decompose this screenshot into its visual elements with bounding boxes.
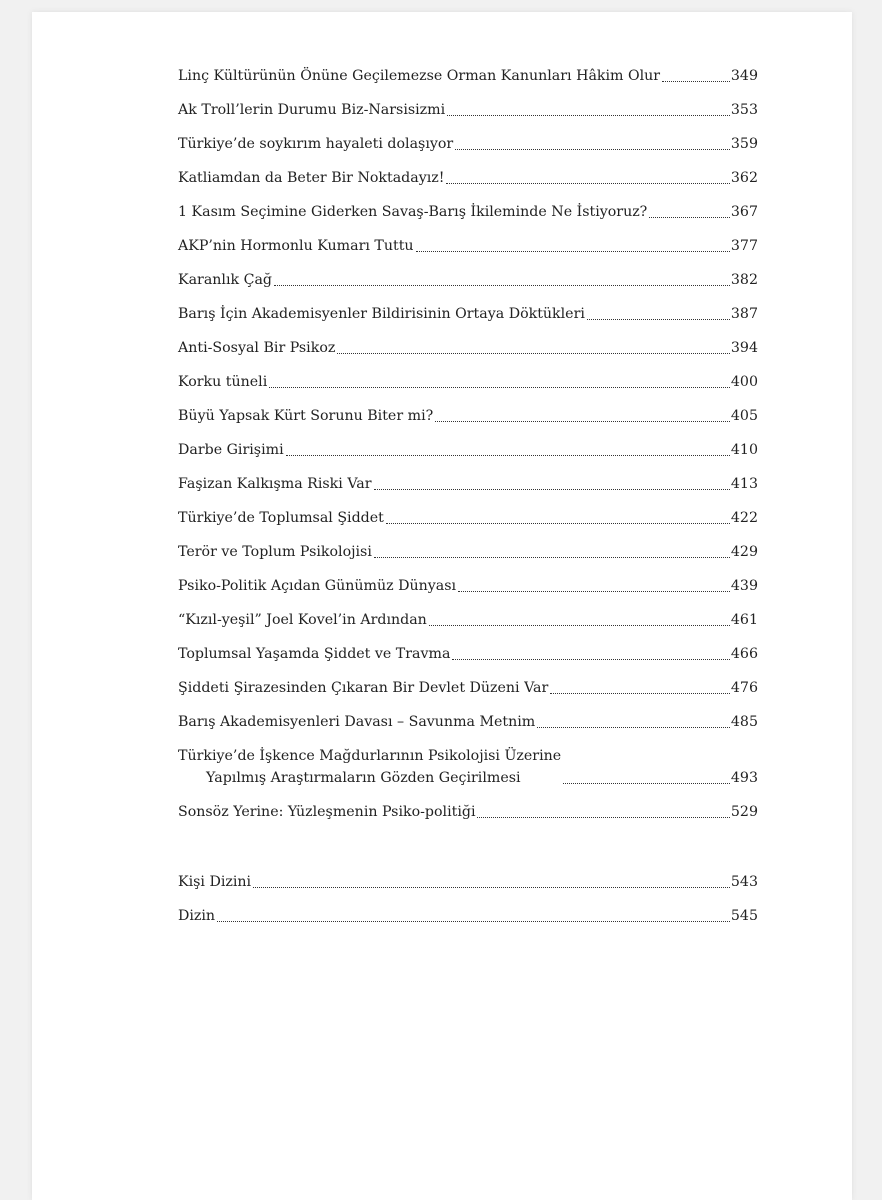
toc-entry-title: Toplumsal Yaşamda Şiddet ve Travma [178, 646, 451, 662]
dot-leader [416, 251, 730, 252]
toc-entry-page: 466 [730, 646, 758, 662]
toc-entry [178, 405, 758, 427]
index-entry [178, 905, 758, 927]
toc-entry [178, 303, 758, 325]
toc-entry-page: 394 [730, 340, 758, 356]
toc-entry [178, 235, 758, 257]
toc-entry-title: Katliamdan da Beter Bir Noktadayız! [178, 170, 445, 186]
dot-leader [452, 659, 729, 660]
toc-entry-title: Faşizan Kalkışma Riski Var [178, 476, 372, 492]
dot-leader [455, 149, 730, 150]
toc-entry [178, 473, 758, 495]
dot-leader [286, 455, 730, 456]
toc-entry [178, 575, 758, 597]
toc-entry-page: 485 [730, 714, 758, 730]
toc-entry-title: Korku tüneli [178, 374, 268, 390]
toc-entry [178, 133, 758, 155]
toc-entry [178, 643, 758, 665]
toc-entry-page: 353 [730, 102, 758, 118]
toc-entry [178, 745, 758, 789]
dot-leader [477, 817, 729, 818]
dot-leader [429, 625, 730, 626]
dot-leader [662, 81, 730, 82]
dot-leader [649, 217, 730, 218]
toc-entry-title: Psiko-Politik Açıdan Günümüz Dünyası [178, 578, 457, 594]
toc-entry-title-line1: Türkiye’de İşkence Mağdurlarının Psikolojisi Üzerine [178, 748, 562, 764]
toc-entry-title: Anti-Sosyal Bir Psikoz [178, 340, 336, 356]
toc-entry-title: Barış İçin Akademisyenler Bildirisinin Ortaya Döktükleri [178, 306, 585, 322]
table-of-contents [178, 52, 758, 927]
toc-entry-title: Karanlık Çağ [178, 272, 273, 288]
dot-leader [386, 523, 730, 524]
toc-entry-page: 422 [730, 510, 758, 526]
toc-entry [178, 337, 758, 359]
dot-leader [563, 783, 730, 784]
index-entry-title: Dizin [178, 908, 216, 924]
toc-entry-page: 429 [730, 544, 758, 560]
dot-leader [550, 693, 730, 694]
toc-entry-page: 362 [730, 170, 758, 186]
toc-entry-title: 1 Kasım Seçimine Giderken Savaş-Barış İkileminde Ne İstiyoruz? [178, 204, 648, 220]
toc-entry-page: 410 [730, 442, 758, 458]
toc-entry-title: Terör ve Toplum Psikolojisi [178, 544, 372, 560]
dot-leader [446, 183, 729, 184]
toc-entry-title: Barış Akademisyenleri Davası – Savunma Metnim [178, 714, 536, 730]
toc-entry [178, 167, 758, 189]
toc-entry-page: 349 [730, 68, 758, 84]
toc-entry [178, 65, 758, 87]
toc-entry [178, 99, 758, 121]
dot-leader [274, 285, 730, 286]
toc-entry [178, 371, 758, 393]
toc-entry [178, 201, 758, 223]
toc-entry-page: 377 [730, 238, 758, 254]
dot-leader [269, 387, 730, 388]
toc-entry-title: Sonsöz Yerine: Yüzleşmenin Psiko-politiği [178, 804, 476, 820]
toc-entry-page: 367 [730, 204, 758, 220]
toc-entry-page: 461 [730, 612, 758, 628]
toc-entry-title: Şiddeti Şirazesinden Çıkaran Bir Devlet Düzeni Var [178, 680, 549, 696]
toc-entry [178, 507, 758, 529]
toc-entry-title: Ak Troll’lerin Durumu Biz-Narsisizmi [178, 102, 446, 118]
toc-entry-title: Darbe Girişimi [178, 442, 284, 458]
toc-entry [178, 609, 758, 631]
toc-entry-page: 400 [730, 374, 758, 390]
toc-entry-page: 476 [730, 680, 758, 696]
index-entry [178, 871, 758, 893]
index-entry-page: 543 [730, 874, 758, 890]
toc-entry-page: 439 [730, 578, 758, 594]
toc-entry-title: Linç Kültürünün Önüne Geçilemezse Orman Kanunları Hâkim Olur [178, 68, 661, 84]
dot-leader [447, 115, 730, 116]
toc-entry-page: 382 [730, 272, 758, 288]
dot-leader [253, 887, 730, 888]
toc-entry-page: 493 [730, 770, 758, 786]
dot-leader [337, 353, 730, 354]
toc-entry-title-line2: Yapılmış Araştırmaların Gözden Geçirilmesi [206, 770, 521, 786]
dot-leader [374, 557, 730, 558]
book-page [32, 12, 852, 1200]
dot-leader [537, 727, 730, 728]
toc-entry-title [178, 745, 561, 789]
toc-entry-page: 405 [730, 408, 758, 424]
toc-entry [178, 801, 758, 823]
toc-entry [178, 269, 758, 291]
dot-leader [587, 319, 730, 320]
toc-entry-page: 413 [730, 476, 758, 492]
dot-leader [435, 421, 730, 422]
dot-leader [217, 921, 730, 922]
toc-entry-title: AKP’nin Hormonlu Kumarı Tuttu [178, 238, 414, 254]
toc-entry-title: Türkiye’de Toplumsal Şiddet [178, 510, 384, 526]
toc-entry-title: “Kızıl-yeşil” Joel Kovel’in Ardından [178, 612, 427, 628]
toc-entry-page: 387 [730, 306, 758, 322]
dot-leader [374, 489, 730, 490]
toc-entry-page: 529 [730, 804, 758, 820]
dot-leader [458, 591, 730, 592]
toc-entry-page: 359 [730, 136, 758, 152]
toc-entry-title: Türkiye’de soykırım hayaleti dolaşıyor [178, 136, 454, 152]
toc-entry [178, 541, 758, 563]
index-entry-page: 545 [730, 908, 758, 924]
index-entry-title: Kişi Dizini [178, 874, 252, 890]
toc-entry [178, 439, 758, 461]
toc-entry [178, 711, 758, 733]
toc-entry [178, 677, 758, 699]
toc-entry-title: Büyü Yapsak Kürt Sorunu Biter mi? [178, 408, 434, 424]
